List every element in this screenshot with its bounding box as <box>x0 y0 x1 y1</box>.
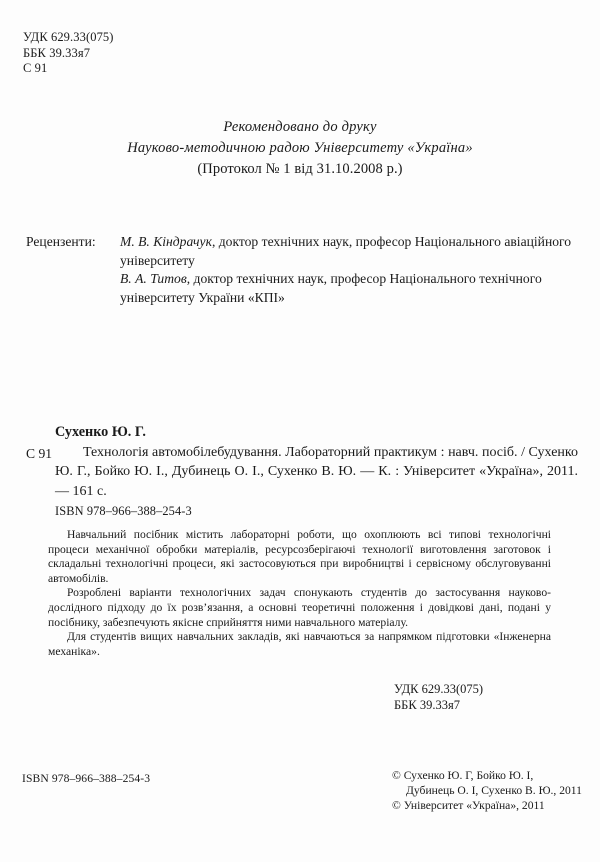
biblio-description-text: Технологія автомобілебудування. Лабораторний практикум : навч. посіб. / Сухенко Ю. Г., Бойко Ю. І., Дубинець О. І., Сухенко В. Ю. — К. : Університет «Україна», 2011. — 161 с. <box>55 444 578 499</box>
reviewer-entry <box>120 270 574 307</box>
bibliographic-description <box>26 423 578 522</box>
biblio-title-statement <box>55 443 578 502</box>
recommendation-protocol: (Протокол № 1 від 31.10.2008 р.) <box>197 161 403 177</box>
reviewer-name: В. А. Титов <box>120 271 187 287</box>
biblio-isbn: ISBN 978–966–388–254-3 <box>55 504 192 518</box>
recommendation-line-1: Рекомендовано до друку <box>223 119 377 135</box>
reviewer-credentials: , доктор технічних наук, професор Національного технічного університету України «КПІ» <box>120 271 542 305</box>
udk-code-footer: УДК 629.33(075) <box>394 682 484 696</box>
reviewers-label: Рецензенти: <box>26 234 96 249</box>
biblio-author: Сухенко Ю. Г. <box>55 424 146 440</box>
reviewers-block <box>26 233 574 307</box>
reviewer-entry <box>120 233 574 270</box>
bottom-classification-codes <box>394 681 483 713</box>
bbk-code-footer: ББК 39.33я7 <box>394 698 460 712</box>
reviewers-list <box>120 233 574 307</box>
bbk-code: ББК 39.33я7 <box>23 45 91 60</box>
catalog-index: С 91 <box>23 61 48 75</box>
annotation-paragraph: Розроблені варіанти технологічних задач спонукають студентів до застосування науково-дослідного підходу до їх розв’язання, а основні теоретичні положення і довідкові дані, подані у посібнику, забезпечують якісне сприйняття ними навчального матеріалу. <box>48 586 551 629</box>
copyright-authors-line-2: Дубинець О. І, Сухенко В. Ю., 2011 <box>406 783 582 797</box>
recommendation-block <box>0 117 600 180</box>
reviewer-credentials: , доктор технічних наук, професор Національного авіаційного університету <box>120 234 572 268</box>
annotation-paragraph: Навчальний посібник містить лабораторні роботи, що охоплюють всі типові технологічні процеси механічної обробки матеріалів, ресурсозберігаючі технології виготовлення заготовок і складальні технологічні процеси, які застосовуються при виробництві і сервісному обслуговуванні автомобілів. <box>48 528 551 585</box>
footer-isbn: ISBN 978–966–388–254-3 <box>22 772 151 785</box>
copyright-publisher: © Університет «Україна», 2011 <box>392 798 545 812</box>
annotation-paragraph: Для студентів вищих навчальних закладів, які навчаються за напрямком підготовки «Інженерна механіка». <box>48 630 551 658</box>
biblio-index: С 91 <box>26 446 53 461</box>
top-classification-codes <box>23 30 114 77</box>
reviewer-name: М. В. Кіндрачук <box>120 234 212 249</box>
udk-code: УДК 629.33(075) <box>23 30 114 44</box>
recommendation-line-2: Науково-методичною радою Університету «Україна» <box>127 140 473 156</box>
copyright-block <box>392 769 592 813</box>
annotation-block <box>48 528 551 659</box>
copyright-authors-line-1: © Сухенко Ю. Г, Бойко Ю. І, <box>392 769 534 782</box>
